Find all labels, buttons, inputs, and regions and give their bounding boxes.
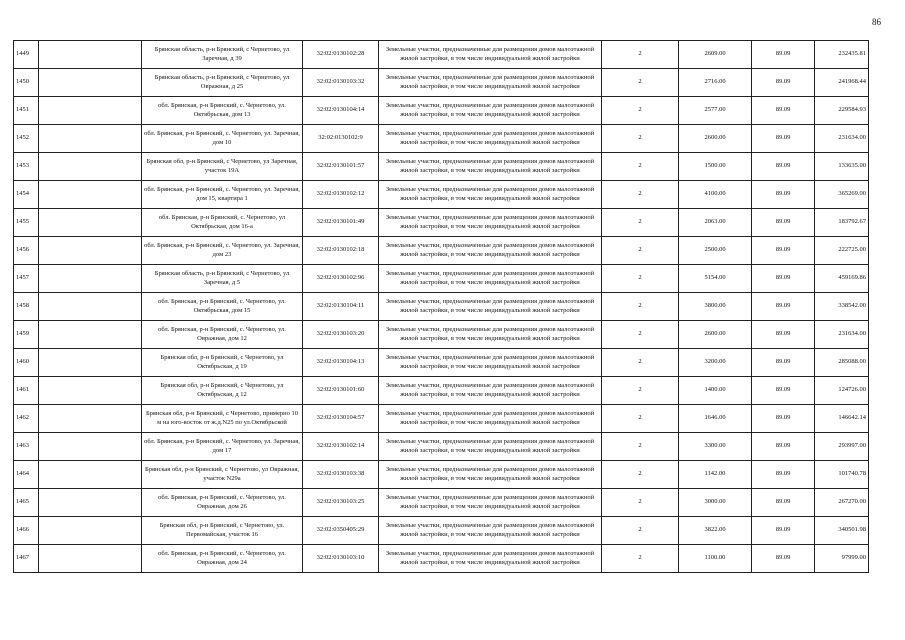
- page-number: 86: [872, 17, 881, 27]
- row-number: 1458: [14, 293, 39, 321]
- permitted-use-cell: Земельные участки, предназначенные для размещения домов малоэтажной жилой застройки, в том числе индивидуальной жилой застройки: [379, 517, 602, 545]
- blank-cell: [39, 545, 142, 573]
- cadastral-value-cell: 231634.00: [815, 321, 869, 349]
- specific-value-cell: 89.09: [752, 489, 815, 517]
- category-cell: 2: [602, 377, 679, 405]
- category-cell: 2: [602, 125, 679, 153]
- cadastral-number-cell: 32:02:0130104:57: [303, 405, 379, 433]
- cadastral-value-cell: 365269.00: [815, 181, 869, 209]
- cadastral-number-cell: 32:02:0130102:12: [303, 181, 379, 209]
- address-cell: обл. Брянская, р-н Брянский, с. Чернетово, ул. Октябрьская, дом 13: [142, 97, 303, 125]
- blank-cell: [39, 377, 142, 405]
- category-cell: 2: [602, 237, 679, 265]
- category-cell: 2: [602, 433, 679, 461]
- category-cell: 2: [602, 461, 679, 489]
- table-row: [14, 433, 869, 461]
- cadastral-value-cell: 229584.93: [815, 97, 869, 125]
- cadastral-number-cell: 32:02:0130102:9: [303, 125, 379, 153]
- area-cell: 2500.00: [679, 237, 752, 265]
- cadastral-number-cell: 32:02:0130104:14: [303, 97, 379, 125]
- cadastral-number-cell: 32:02:0130103:38: [303, 461, 379, 489]
- cadastral-number-cell: 32:02:0130103:20: [303, 321, 379, 349]
- cadastral-number-cell: 32:02:0130102:18: [303, 237, 379, 265]
- category-cell: 2: [602, 97, 679, 125]
- blank-cell: [39, 125, 142, 153]
- address-cell: обл. Брянская, р-н Брянский, с. Чернетово, ул. Октябрьская, дом 15: [142, 293, 303, 321]
- row-number: 1467: [14, 545, 39, 573]
- address-cell: Брянская обл, р-н Брянский, с Чернетово, примерно 10 м на юго-восток от ж.д.N25 по ул.Октябрьской: [142, 405, 303, 433]
- blank-cell: [39, 41, 142, 69]
- blank-cell: [39, 265, 142, 293]
- blank-cell: [39, 293, 142, 321]
- category-cell: 2: [602, 181, 679, 209]
- address-cell: обл. Брянская, р-н Брянский, с. Чернетово, ул. Заречная, дом 23: [142, 237, 303, 265]
- row-number: 1457: [14, 265, 39, 293]
- area-cell: 3200.00: [679, 349, 752, 377]
- table-row: [14, 489, 869, 517]
- cadastral-number-cell: 32:02:0130103:25: [303, 489, 379, 517]
- cadastral-value-cell: 338542.00: [815, 293, 869, 321]
- area-cell: 2600.00: [679, 125, 752, 153]
- permitted-use-cell: Земельные участки, предназначенные для размещения домов малоэтажной жилой застройки, в том числе индивидуальной жилой застройки: [379, 321, 602, 349]
- specific-value-cell: 89.09: [752, 237, 815, 265]
- specific-value-cell: 89.09: [752, 69, 815, 97]
- specific-value-cell: 89.09: [752, 97, 815, 125]
- table-row: [14, 517, 869, 545]
- cadastral-number-cell: 32:02:0130104:11: [303, 293, 379, 321]
- row-number: 1450: [14, 69, 39, 97]
- area-cell: 3800.00: [679, 293, 752, 321]
- row-number: 1456: [14, 237, 39, 265]
- address-cell: обл. Брянская, р-н Брянский, с. Чернетово, ул. Овражная, дом 12: [142, 321, 303, 349]
- cadastral-value-cell: 459169.86: [815, 265, 869, 293]
- permitted-use-cell: Земельные участки, предназначенные для размещения домов малоэтажной жилой застройки, в том числе индивидуальной жилой застройки: [379, 181, 602, 209]
- category-cell: 2: [602, 489, 679, 517]
- permitted-use-cell: Земельные участки, предназначенные для размещения домов малоэтажной жилой застройки, в том числе индивидуальной жилой застройки: [379, 293, 602, 321]
- blank-cell: [39, 209, 142, 237]
- specific-value-cell: 89.09: [752, 153, 815, 181]
- permitted-use-cell: Земельные участки, предназначенные для размещения домов малоэтажной жилой застройки, в том числе индивидуальной жилой застройки: [379, 153, 602, 181]
- address-cell: Брянская область, р-н Брянский, с Чернетово, ул Заречная, д 5: [142, 265, 303, 293]
- row-number: 1464: [14, 461, 39, 489]
- area-cell: 1646.00: [679, 405, 752, 433]
- permitted-use-cell: Земельные участки, предназначенные для размещения домов малоэтажной жилой застройки, в том числе индивидуальной жилой застройки: [379, 209, 602, 237]
- cadastral-value-cell: 231634.00: [815, 125, 869, 153]
- table-row: [14, 209, 869, 237]
- row-number: 1454: [14, 181, 39, 209]
- cadastral-value-cell: 146642.14: [815, 405, 869, 433]
- cadastral-number-cell: 32:02:0130101:60: [303, 377, 379, 405]
- row-number: 1465: [14, 489, 39, 517]
- specific-value-cell: 89.09: [752, 293, 815, 321]
- table-row: [14, 461, 869, 489]
- permitted-use-cell: Земельные участки, предназначенные для размещения домов малоэтажной жилой застройки, в том числе индивидуальной жилой застройки: [379, 97, 602, 125]
- area-cell: 1500.00: [679, 153, 752, 181]
- permitted-use-cell: Земельные участки, предназначенные для размещения домов малоэтажной жилой застройки, в том числе индивидуальной жилой застройки: [379, 461, 602, 489]
- row-number: 1453: [14, 153, 39, 181]
- area-cell: 5154.00: [679, 265, 752, 293]
- table-row: [14, 181, 869, 209]
- blank-cell: [39, 69, 142, 97]
- address-cell: Брянская обл, р-н Брянский, с Чернетово, ул Октябрьская, д 19: [142, 349, 303, 377]
- row-number: 1455: [14, 209, 39, 237]
- cadastral-value-cell: 285088.00: [815, 349, 869, 377]
- address-cell: обл. Брянская, р-н Брянский, с. Чернетово, ул. Заречная, дом 10: [142, 125, 303, 153]
- specific-value-cell: 89.09: [752, 461, 815, 489]
- address-cell: обл. Брянская, р-н Брянский, с. Чернетово, ул Октябрьская, дом 16-а: [142, 209, 303, 237]
- row-number: 1452: [14, 125, 39, 153]
- blank-cell: [39, 321, 142, 349]
- cadastral-value-cell: 241968.44: [815, 69, 869, 97]
- specific-value-cell: 89.09: [752, 545, 815, 573]
- table-row: [14, 125, 869, 153]
- cadastral-value-cell: 183792.67: [815, 209, 869, 237]
- address-cell: обл. Брянская, р-н Брянский, с. Чернетово, ул. Заречная, дом 17: [142, 433, 303, 461]
- area-cell: 2600.00: [679, 321, 752, 349]
- table-row: [14, 41, 869, 69]
- category-cell: 2: [602, 545, 679, 573]
- blank-cell: [39, 461, 142, 489]
- address-cell: обл. Брянская, р-н Брянский, с. Чернетово, ул. Овражная, дом 24: [142, 545, 303, 573]
- table-row: [14, 237, 869, 265]
- address-cell: обл. Брянская, р-н Брянский, с. Чернетово, ул. Овражная, дом 26: [142, 489, 303, 517]
- specific-value-cell: 89.09: [752, 41, 815, 69]
- cadastral-number-cell: 32:02:0130102:14: [303, 433, 379, 461]
- cadastral-number-cell: 32:02:0130101:57: [303, 153, 379, 181]
- land-registry-table: [13, 40, 869, 573]
- area-cell: 2577.00: [679, 97, 752, 125]
- category-cell: 2: [602, 293, 679, 321]
- blank-cell: [39, 237, 142, 265]
- cadastral-number-cell: 32:02:0130104:13: [303, 349, 379, 377]
- cadastral-number-cell: 32:02:0130102:96: [303, 265, 379, 293]
- blank-cell: [39, 489, 142, 517]
- table-row: [14, 349, 869, 377]
- area-cell: 3300.00: [679, 433, 752, 461]
- cadastral-number-cell: 32:02:0130103:32: [303, 69, 379, 97]
- cadastral-value-cell: 133635.00: [815, 153, 869, 181]
- specific-value-cell: 89.09: [752, 349, 815, 377]
- permitted-use-cell: Земельные участки, предназначенные для размещения домов малоэтажной жилой застройки, в том числе индивидуальной жилой застройки: [379, 405, 602, 433]
- area-cell: 1400.00: [679, 377, 752, 405]
- permitted-use-cell: Земельные участки, предназначенные для размещения домов малоэтажной жилой застройки, в том числе индивидуальной жилой застройки: [379, 41, 602, 69]
- cadastral-value-cell: 293997.00: [815, 433, 869, 461]
- permitted-use-cell: Земельные участки, предназначенные для размещения домов малоэтажной жилой застройки, в том числе индивидуальной жилой застройки: [379, 349, 602, 377]
- permitted-use-cell: Земельные участки, предназначенные для размещения домов малоэтажной жилой застройки, в том числе индивидуальной жилой застройки: [379, 433, 602, 461]
- category-cell: 2: [602, 405, 679, 433]
- cadastral-number-cell: 32:02:0130103:10: [303, 545, 379, 573]
- cadastral-value-cell: 97999.00: [815, 545, 869, 573]
- specific-value-cell: 89.09: [752, 181, 815, 209]
- row-number: 1466: [14, 517, 39, 545]
- category-cell: 2: [602, 349, 679, 377]
- area-cell: 2609.00: [679, 41, 752, 69]
- specific-value-cell: 89.09: [752, 405, 815, 433]
- category-cell: 2: [602, 209, 679, 237]
- permitted-use-cell: Земельные участки, предназначенные для размещения домов малоэтажной жилой застройки, в том числе индивидуальной жилой застройки: [379, 489, 602, 517]
- address-cell: обл. Брянская, р-н Брянский, с. Чернетово, ул. Заречная, дом 15, квартира 1: [142, 181, 303, 209]
- category-cell: 2: [602, 321, 679, 349]
- permitted-use-cell: Земельные участки, предназначенные для размещения домов малоэтажной жилой застройки, в том числе индивидуальной жилой застройки: [379, 125, 602, 153]
- address-cell: Брянская обл, р-н Брянский, с Чернетово, ул Заречная, участок 19А: [142, 153, 303, 181]
- permitted-use-cell: Земельные участки, предназначенные для размещения домов малоэтажной жилой застройки, в том числе индивидуальной жилой застройки: [379, 265, 602, 293]
- address-cell: Брянская область, р-н Брянский, с Чернетово, ул Заречная, д 39: [142, 41, 303, 69]
- table-row: [14, 321, 869, 349]
- blank-cell: [39, 153, 142, 181]
- specific-value-cell: 89.09: [752, 321, 815, 349]
- row-number: 1459: [14, 321, 39, 349]
- cadastral-value-cell: 101740.78: [815, 461, 869, 489]
- specific-value-cell: 89.09: [752, 517, 815, 545]
- blank-cell: [39, 97, 142, 125]
- address-cell: Брянская область, р-н Брянский, с Чернетово, ул Овражная, д 25: [142, 69, 303, 97]
- cadastral-value-cell: 267270.00: [815, 489, 869, 517]
- permitted-use-cell: Земельные участки, предназначенные для размещения домов малоэтажной жилой застройки, в том числе индивидуальной жилой застройки: [379, 69, 602, 97]
- address-cell: Брянская обл, р-н Брянский, с Чернетово, ул. Первомайская, участок 16: [142, 517, 303, 545]
- specific-value-cell: 89.09: [752, 265, 815, 293]
- address-cell: Брянская обл, р-н Брянский, с Чернетово, ул Октябрьская, д 12: [142, 377, 303, 405]
- table-row: [14, 545, 869, 573]
- category-cell: 2: [602, 69, 679, 97]
- blank-cell: [39, 517, 142, 545]
- table-row: [14, 377, 869, 405]
- blank-cell: [39, 181, 142, 209]
- category-cell: 2: [602, 153, 679, 181]
- cadastral-value-cell: 340501.98: [815, 517, 869, 545]
- cadastral-number-cell: 32:02:0130101:49: [303, 209, 379, 237]
- blank-cell: [39, 405, 142, 433]
- specific-value-cell: 89.09: [752, 433, 815, 461]
- area-cell: 2716.00: [679, 69, 752, 97]
- area-cell: 4100.00: [679, 181, 752, 209]
- cadastral-value-cell: 222725.00: [815, 237, 869, 265]
- cadastral-number-cell: 32:02:0130102:28: [303, 41, 379, 69]
- row-number: 1449: [14, 41, 39, 69]
- table-row: [14, 405, 869, 433]
- cadastral-value-cell: 124726.00: [815, 377, 869, 405]
- category-cell: 2: [602, 517, 679, 545]
- row-number: 1460: [14, 349, 39, 377]
- table-body: [14, 41, 869, 573]
- specific-value-cell: 89.09: [752, 125, 815, 153]
- category-cell: 2: [602, 41, 679, 69]
- blank-cell: [39, 433, 142, 461]
- row-number: 1462: [14, 405, 39, 433]
- cadastral-value-cell: 232435.81: [815, 41, 869, 69]
- specific-value-cell: 89.09: [752, 377, 815, 405]
- area-cell: 1100.00: [679, 545, 752, 573]
- table-row: [14, 97, 869, 125]
- row-number: 1451: [14, 97, 39, 125]
- permitted-use-cell: Земельные участки, предназначенные для размещения домов малоэтажной жилой застройки, в том числе индивидуальной жилой застройки: [379, 237, 602, 265]
- specific-value-cell: 89.09: [752, 209, 815, 237]
- table-row: [14, 153, 869, 181]
- category-cell: 2: [602, 265, 679, 293]
- blank-cell: [39, 349, 142, 377]
- cadastral-number-cell: 32:02:0350405:29: [303, 517, 379, 545]
- permitted-use-cell: Земельные участки, предназначенные для размещения домов малоэтажной жилой застройки, в том числе индивидуальной жилой застройки: [379, 545, 602, 573]
- row-number: 1463: [14, 433, 39, 461]
- table-row: [14, 265, 869, 293]
- address-cell: Брянская обл, р-н Брянский, с Чернетово, ул Овражная, участок N29а: [142, 461, 303, 489]
- permitted-use-cell: Земельные участки, предназначенные для размещения домов малоэтажной жилой застройки, в том числе индивидуальной жилой застройки: [379, 377, 602, 405]
- table-row: [14, 293, 869, 321]
- area-cell: 3822.00: [679, 517, 752, 545]
- area-cell: 2063.00: [679, 209, 752, 237]
- row-number: 1461: [14, 377, 39, 405]
- table-row: [14, 69, 869, 97]
- area-cell: 3000.00: [679, 489, 752, 517]
- area-cell: 1142.00: [679, 461, 752, 489]
